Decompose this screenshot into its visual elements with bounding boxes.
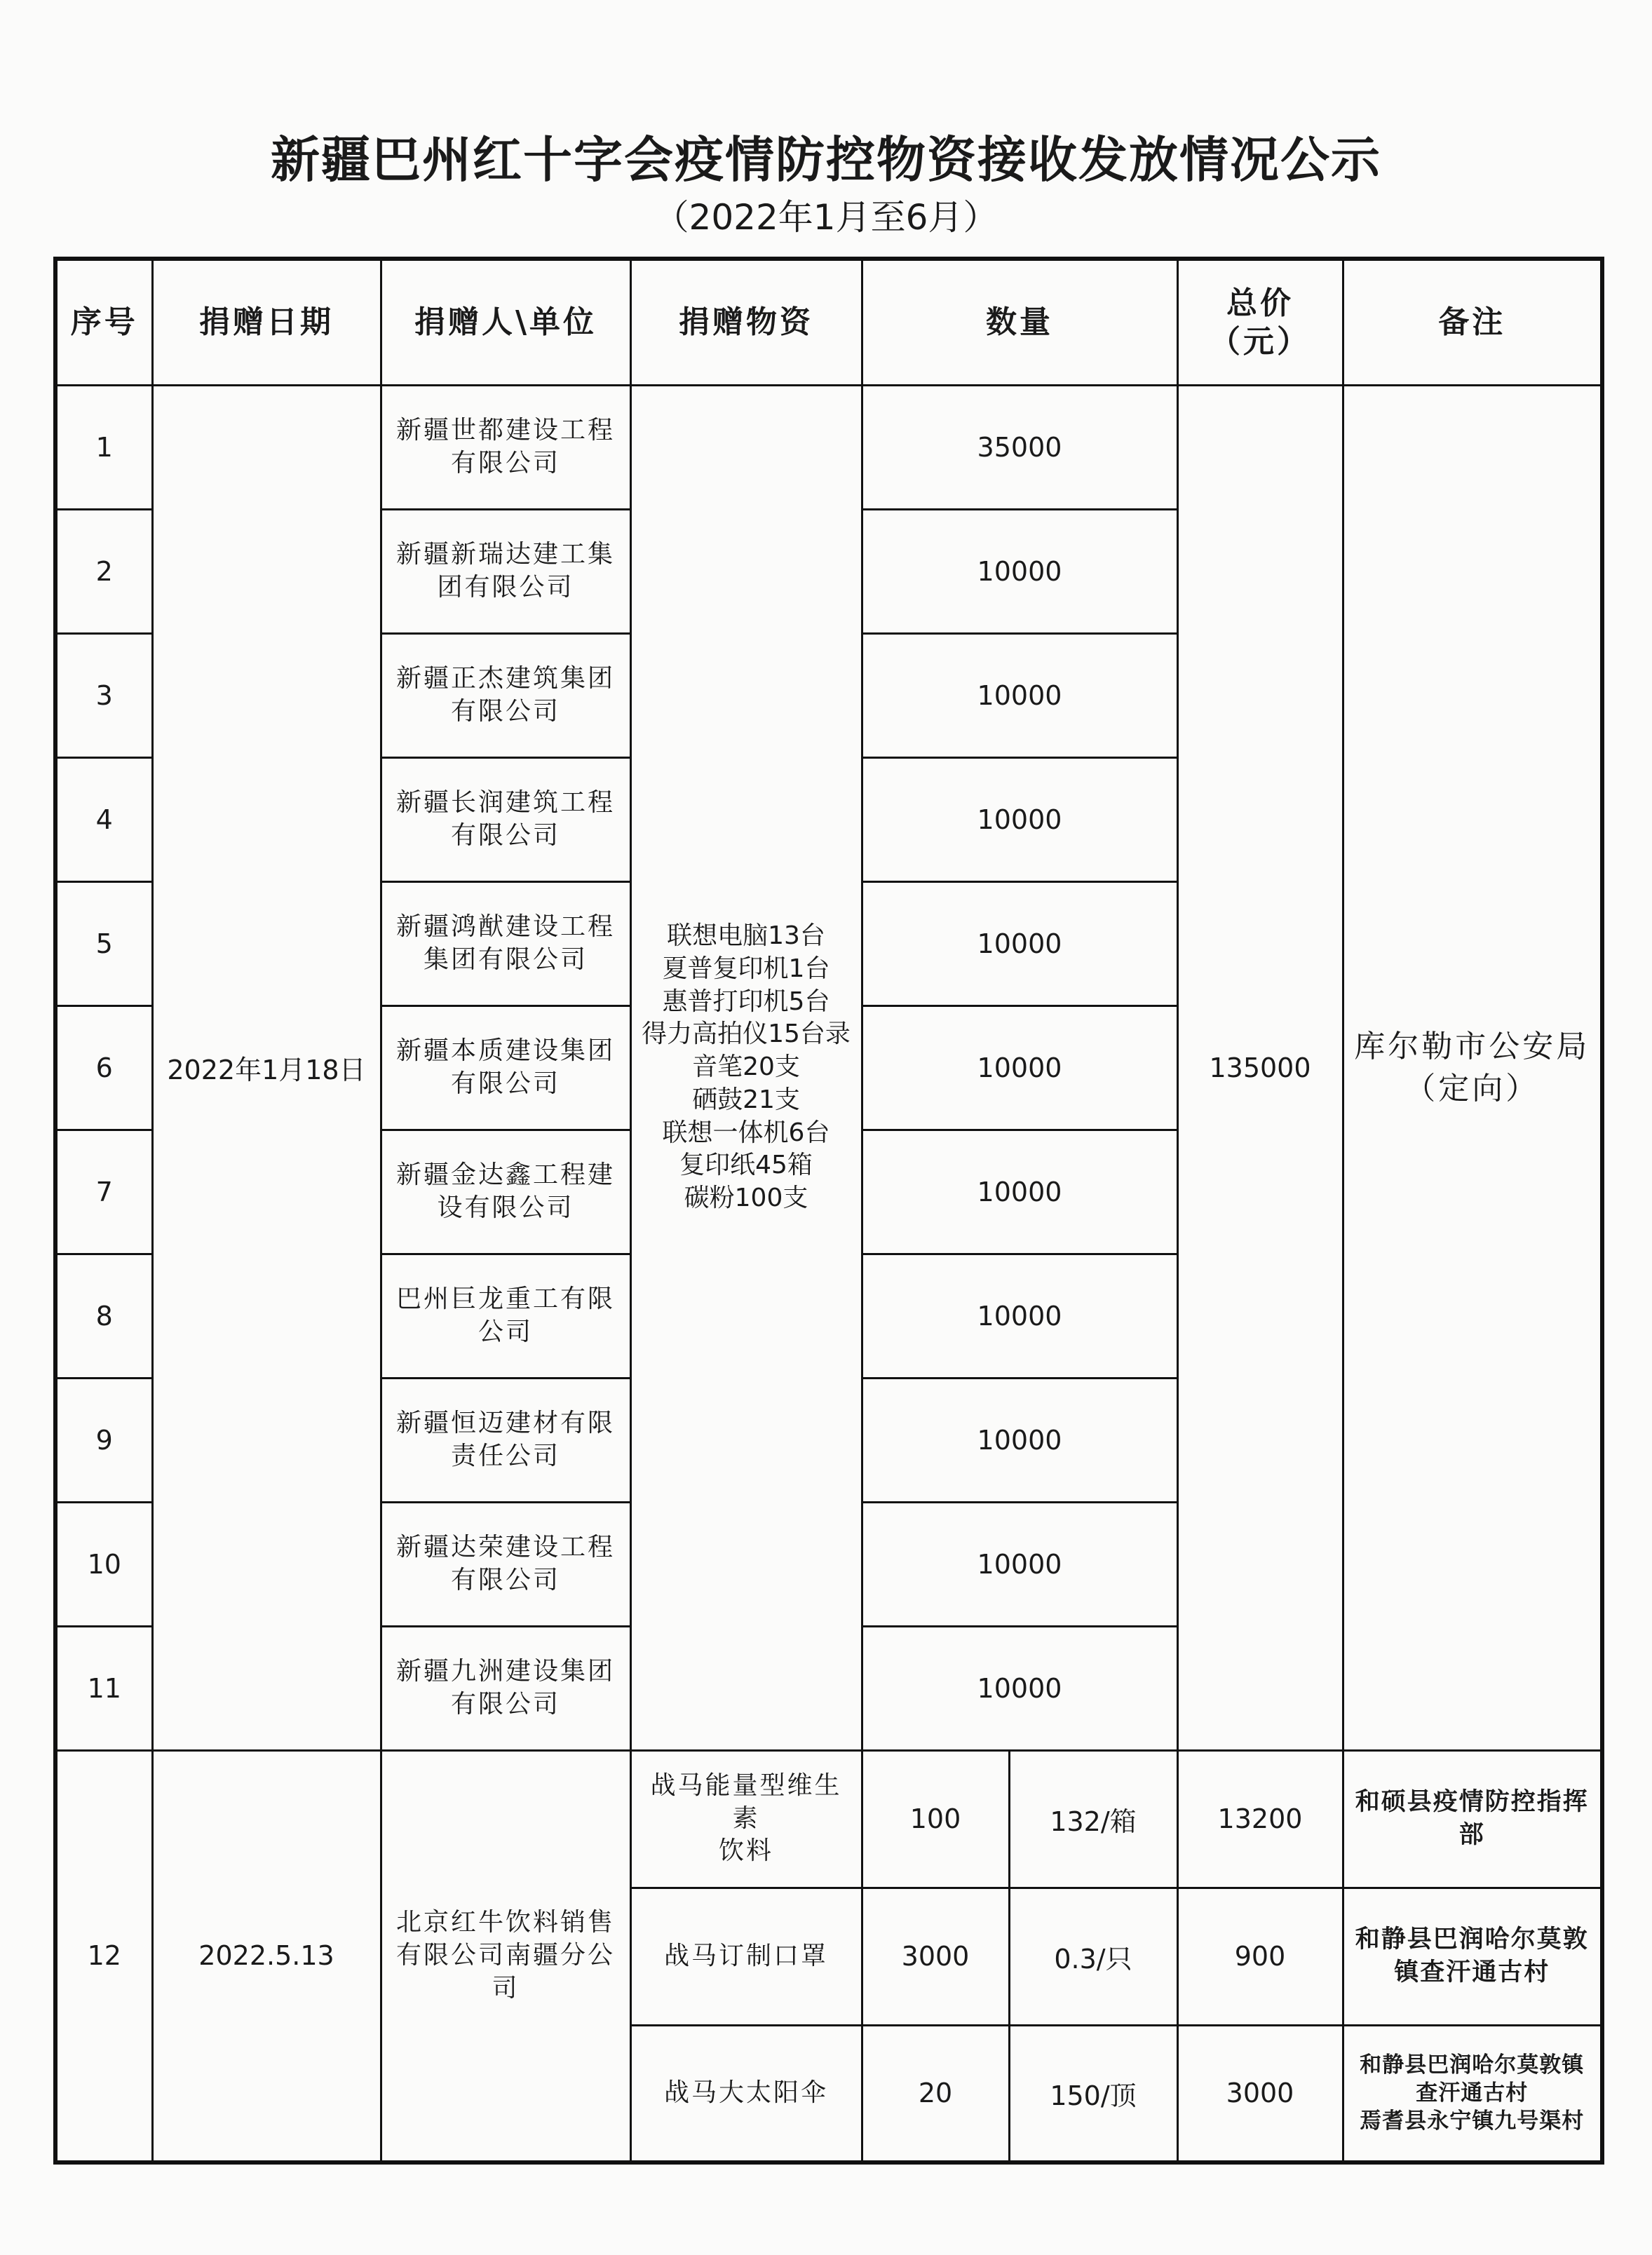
goods-line: 惠普打印机5台	[662, 987, 830, 1016]
group1-date: 2022年1月18日	[152, 385, 381, 1750]
row-index: 1	[55, 385, 152, 509]
header-index: 序号	[55, 259, 152, 385]
row-quantity: 10000	[862, 509, 1177, 633]
goods-line: 战马能量型维生素	[650, 1770, 842, 1833]
row-unit-price: 132/箱	[1009, 1750, 1177, 1888]
donor-line: 新疆正杰建筑集团	[395, 663, 615, 693]
row-note	[1343, 2025, 1602, 2162]
note-line: 和静县巴润哈尔莫敦镇	[1360, 2052, 1585, 2078]
row-total: 900	[1177, 1888, 1343, 2025]
donor-line: 司	[492, 1973, 520, 2003]
note-line: 库尔勒市公安局	[1354, 1029, 1590, 1065]
donor-line: 团有限公司	[437, 572, 574, 602]
row-quantity: 10000	[862, 1130, 1177, 1254]
header-donor: 捐赠人\单位	[381, 259, 630, 385]
group1-goods	[630, 385, 862, 1750]
header-goods: 捐赠物资	[630, 259, 862, 385]
donor-line: 公司	[478, 1317, 533, 1346]
row-quantity: 10000	[862, 1005, 1177, 1130]
header-date: 捐赠日期	[152, 259, 381, 385]
donor-line: 新疆金达鑫工程建	[395, 1160, 615, 1189]
donor-line: 北京红牛饮料销售	[395, 1908, 615, 1937]
note-line: 和硕县疫情防控指挥	[1355, 1787, 1589, 1816]
row-total: 13200	[1177, 1750, 1343, 1888]
row-index: 2	[55, 509, 152, 633]
note-line: 和静县巴润哈尔莫敦	[1355, 1925, 1589, 1953]
note-line: 部	[1458, 1821, 1485, 1849]
row-donor	[381, 1254, 630, 1378]
row-quantity: 10000	[862, 1254, 1177, 1378]
row-quantity: 10000	[862, 633, 1177, 757]
row-donor	[381, 1626, 630, 1750]
header-row	[55, 259, 1602, 385]
donor-line: 有限公司	[450, 448, 560, 478]
row-unit-price: 0.3/只	[1009, 1888, 1177, 2025]
row-index: 7	[55, 1130, 152, 1254]
donation-table	[53, 257, 1604, 2165]
group2-index: 12	[55, 1750, 152, 2162]
goods-line: 饮料	[718, 1836, 773, 1866]
note-line: 焉耆县永宁镇九号渠村	[1360, 2108, 1585, 2134]
donor-line: 有限公司	[450, 820, 560, 850]
row-goods: 战马订制口罩	[630, 1888, 862, 2025]
row-unit-price: 150/顶	[1009, 2025, 1177, 2162]
donor-line: 新疆达荣建设工程	[395, 1532, 615, 1562]
note-line: （定向）	[1404, 1070, 1540, 1106]
page-title: 新疆巴州红十字会疫情防控物资接收发放情况公示	[271, 131, 1381, 189]
goods-line: 夏普复印机1台	[662, 954, 830, 983]
goods-line: 得力高拍仪15台录	[642, 1020, 851, 1049]
goods-line: 复印纸45箱	[679, 1151, 813, 1180]
header-total-line1: 总价	[1226, 285, 1294, 321]
row-donor	[381, 1005, 630, 1130]
goods-line: 碳粉100支	[684, 1184, 808, 1213]
row-index: 8	[55, 1254, 152, 1378]
goods-line: 联想一体机6台	[662, 1118, 830, 1147]
row-donor	[381, 881, 630, 1005]
donor-line: 集团有限公司	[423, 944, 588, 974]
row-goods: 战马大太阳伞	[630, 2025, 862, 2162]
row-count: 100	[862, 1750, 1009, 1888]
row-index: 4	[55, 757, 152, 881]
table-row	[55, 385, 1602, 509]
row-index: 10	[55, 1502, 152, 1626]
row-donor	[381, 1502, 630, 1626]
row-quantity: 10000	[862, 757, 1177, 881]
note-line: 查汗通古村	[1416, 2080, 1529, 2106]
donor-line: 有限公司	[450, 1565, 560, 1594]
row-note	[1343, 1888, 1602, 2025]
donor-line: 责任公司	[450, 1441, 560, 1470]
donor-line: 新疆恒迈建材有限	[395, 1408, 615, 1437]
row-quantity: 10000	[862, 1378, 1177, 1502]
row-note	[1343, 1750, 1602, 1888]
donor-line: 新疆长润建筑工程	[395, 787, 615, 817]
row-donor	[381, 757, 630, 881]
row-donor	[381, 385, 630, 509]
group2-donor	[381, 1750, 630, 2162]
donor-line: 巴州巨龙重工有限	[395, 1284, 615, 1313]
row-quantity: 10000	[862, 1502, 1177, 1626]
table-row	[55, 1750, 1602, 1888]
goods-line: 硒鼓21支	[692, 1085, 800, 1114]
row-donor	[381, 633, 630, 757]
row-donor	[381, 1378, 630, 1502]
header-total	[1177, 259, 1343, 385]
row-index: 3	[55, 633, 152, 757]
donor-line: 新疆新瑞达建工集	[395, 539, 615, 569]
goods-line: 联想电脑13台	[667, 921, 825, 950]
goods-line: 音笔20支	[692, 1052, 800, 1082]
header-total-line2: （元）	[1210, 323, 1311, 360]
row-donor	[381, 509, 630, 633]
header-quantity: 数量	[862, 259, 1177, 385]
row-quantity: 35000	[862, 385, 1177, 509]
row-quantity: 10000	[862, 881, 1177, 1005]
note-line: 镇查汗通古村	[1394, 1958, 1550, 1986]
donor-line: 有限公司	[450, 696, 560, 726]
group1-note	[1343, 385, 1602, 1750]
row-count: 20	[862, 2025, 1009, 2162]
row-total: 3000	[1177, 2025, 1343, 2162]
row-index: 6	[55, 1005, 152, 1130]
row-count: 3000	[862, 1888, 1009, 2025]
row-index: 9	[55, 1378, 152, 1502]
row-goods	[630, 1750, 862, 1888]
row-index: 11	[55, 1626, 152, 1750]
donor-line: 有限公司南疆分公	[395, 1940, 615, 1970]
row-donor	[381, 1130, 630, 1254]
row-index: 5	[55, 881, 152, 1005]
donor-line: 新疆九洲建设集团	[395, 1656, 615, 1686]
group1-total: 135000	[1177, 385, 1343, 1750]
header-note: 备注	[1343, 259, 1602, 385]
page-subtitle: （2022年1月至6月）	[654, 197, 998, 238]
group2-date: 2022.5.13	[152, 1750, 381, 2162]
donor-line: 新疆鸿猷建设工程	[395, 912, 615, 941]
donor-line: 有限公司	[450, 1069, 560, 1098]
row-quantity: 10000	[862, 1626, 1177, 1750]
donor-line: 新疆本质建设集团	[395, 1036, 615, 1065]
donor-line: 新疆世都建设工程	[395, 415, 615, 445]
donor-line: 设有限公司	[437, 1193, 574, 1222]
donor-line: 有限公司	[450, 1689, 560, 1719]
